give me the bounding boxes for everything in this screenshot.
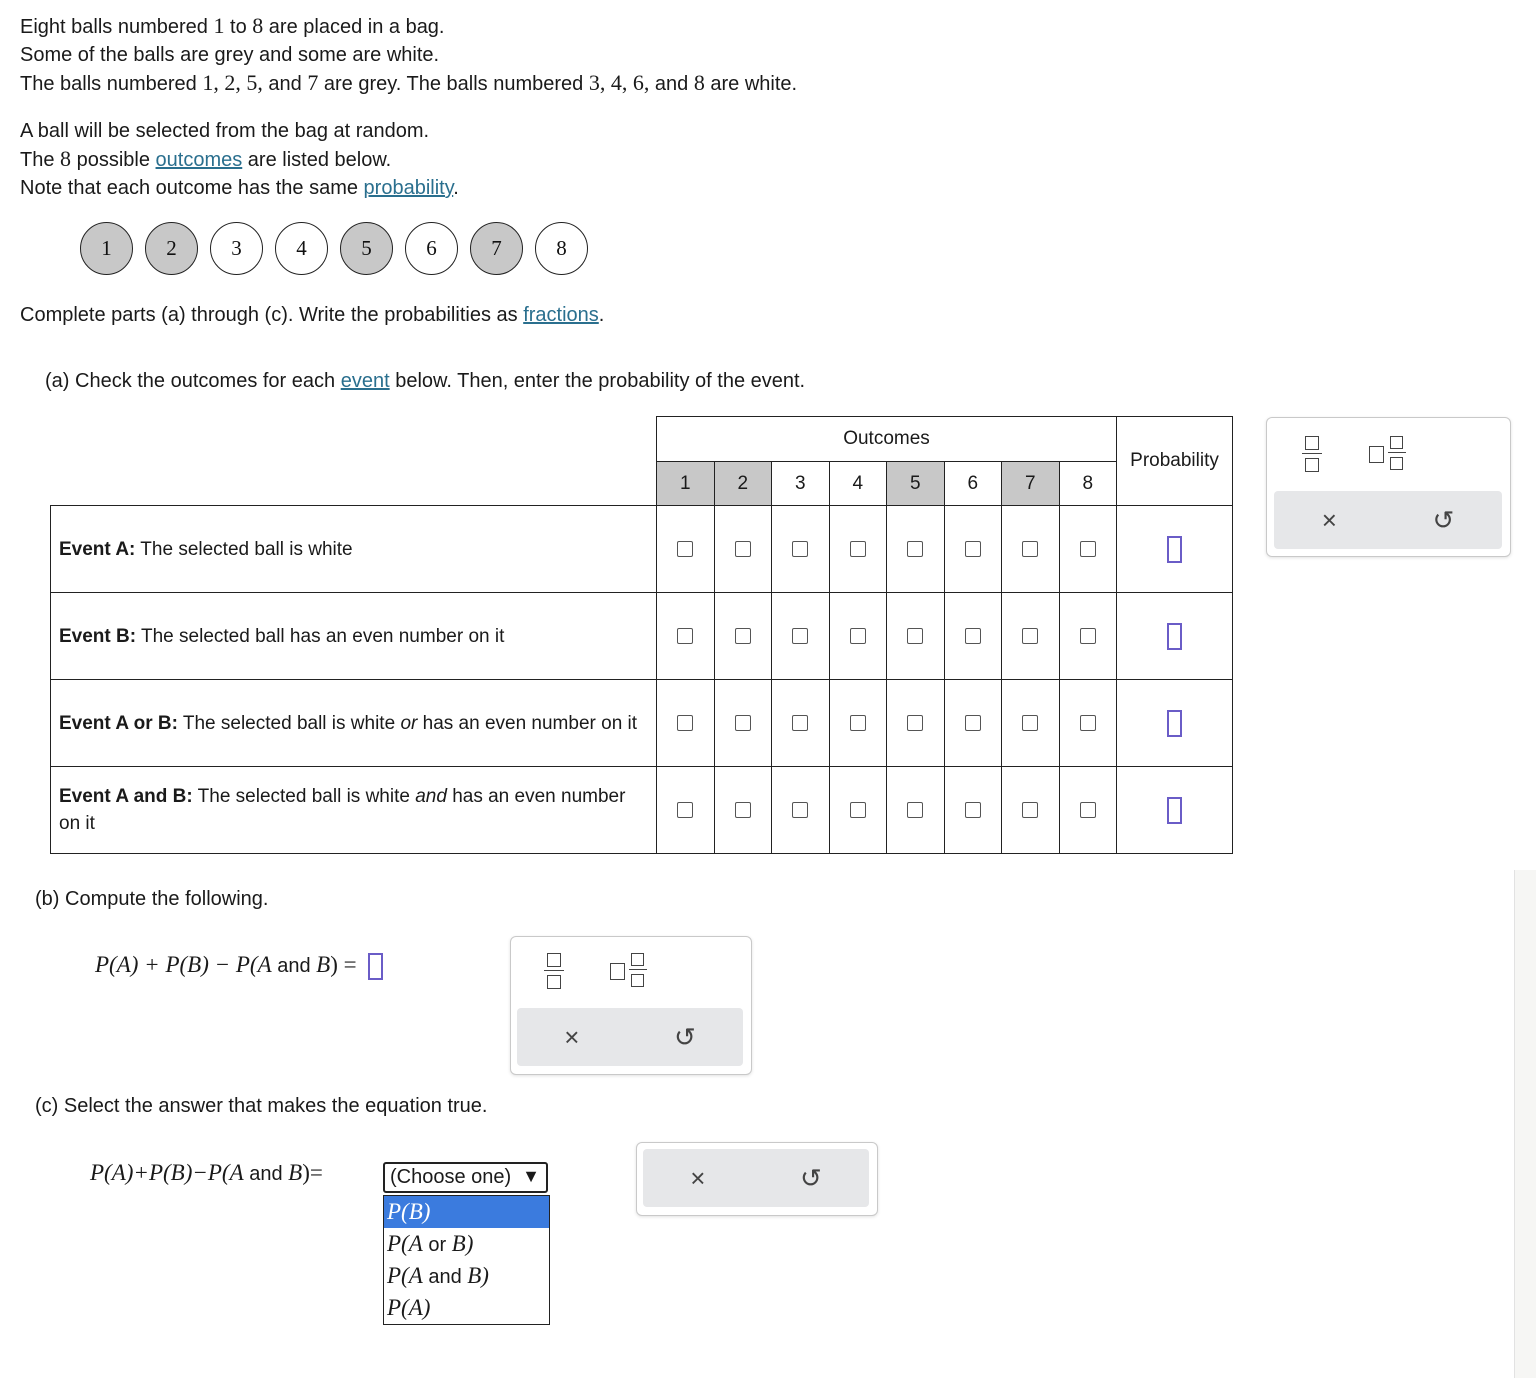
column-header-4: 4 bbox=[829, 462, 887, 506]
undo-icon[interactable]: ↺ bbox=[673, 1021, 696, 1052]
event-a-and-b-checkbox-4[interactable] bbox=[850, 802, 866, 818]
intro-line-6: Note that each outcome has the same probability. bbox=[20, 177, 459, 199]
event-b-checkbox-2[interactable] bbox=[735, 628, 751, 644]
event-a-checkbox-5[interactable] bbox=[907, 541, 923, 557]
column-header-3: 3 bbox=[772, 462, 830, 506]
event-a-checkbox-2[interactable] bbox=[735, 541, 751, 557]
outcomes-header: Outcomes bbox=[657, 417, 1117, 462]
event-b-checkbox-5[interactable] bbox=[907, 628, 923, 644]
event-a-and-b-checkbox-1[interactable] bbox=[677, 802, 693, 818]
clear-icon[interactable]: × bbox=[564, 1021, 580, 1052]
intro-line-3: The balls numbered 1, 2, 5, and 7 are grey. The balls numbered 3, 4, 6, and 8 are white. bbox=[20, 70, 798, 95]
intro-line-4: A ball will be selected from the bag at random. bbox=[20, 120, 430, 142]
ball-4: 4 bbox=[275, 222, 328, 275]
outcomes-link[interactable]: outcomes bbox=[155, 149, 243, 171]
event-b-checkbox-6[interactable] bbox=[965, 628, 981, 644]
event-a-checkbox-4[interactable] bbox=[850, 541, 866, 557]
probability-link[interactable]: probability bbox=[363, 177, 454, 199]
fractions-link[interactable]: fractions bbox=[523, 304, 599, 326]
math-toolbar-c bbox=[636, 1142, 878, 1216]
ball-3: 3 bbox=[210, 222, 263, 275]
fraction-icon[interactable] bbox=[544, 953, 564, 993]
event-a-or-b-checkbox-7[interactable] bbox=[1022, 715, 1038, 731]
ball-7: 7 bbox=[470, 222, 523, 275]
event-a-or-b-checkbox-2[interactable] bbox=[735, 715, 751, 731]
event-a-and-b-description: Event A and B: The selected ball is white and has an even number on it bbox=[51, 767, 657, 854]
column-header-1: 1 bbox=[657, 462, 715, 506]
option-p-a-and-b[interactable]: P(A and B) bbox=[387, 1263, 489, 1288]
event-a-checkbox-1[interactable] bbox=[677, 541, 693, 557]
ball-6: 6 bbox=[405, 222, 458, 275]
event-b-checkbox-8[interactable] bbox=[1080, 628, 1096, 644]
part-a-prompt: (a) Check the outcomes for each event below. Then, enter the probability of the event. bbox=[45, 370, 806, 392]
undo-icon[interactable]: ↺ bbox=[1432, 504, 1455, 535]
event-a-checkbox-8[interactable] bbox=[1080, 541, 1096, 557]
ball-5: 5 bbox=[340, 222, 393, 275]
outcomes-table bbox=[50, 416, 1233, 854]
table-row-event-b bbox=[51, 593, 1233, 680]
event-b-checkbox-3[interactable] bbox=[792, 628, 808, 644]
event-b-checkbox-7[interactable] bbox=[1022, 628, 1038, 644]
event-b-description: Event B: The selected ball has an even number on it bbox=[51, 593, 657, 680]
page-right-edge bbox=[1514, 870, 1536, 1378]
problem-intro bbox=[20, 12, 797, 202]
column-header-7: 7 bbox=[1002, 462, 1060, 506]
event-a-and-b-checkbox-5[interactable] bbox=[907, 802, 923, 818]
event-a-checkbox-7[interactable] bbox=[1022, 541, 1038, 557]
undo-icon[interactable]: ↺ bbox=[799, 1162, 822, 1193]
ball-2: 2 bbox=[145, 222, 198, 275]
column-header-2: 2 bbox=[714, 462, 772, 506]
table-blank-corner bbox=[51, 417, 657, 506]
ball-row bbox=[80, 222, 588, 275]
toolbar-actions-c bbox=[643, 1149, 869, 1207]
event-a-and-b-probability-input[interactable] bbox=[1167, 797, 1182, 824]
ball-8: 8 bbox=[535, 222, 588, 275]
part-b-prompt: (b) Compute the following. bbox=[35, 888, 269, 910]
event-link[interactable]: event bbox=[340, 370, 390, 392]
event-a-or-b-checkbox-5[interactable] bbox=[907, 715, 923, 731]
option-p-a[interactable]: P(A) bbox=[387, 1295, 431, 1320]
part-b-answer-input[interactable] bbox=[368, 953, 383, 980]
column-header-5: 5 bbox=[887, 462, 945, 506]
math-toolbar-a bbox=[1266, 417, 1511, 557]
event-a-or-b-checkbox-8[interactable] bbox=[1080, 715, 1096, 731]
event-a-and-b-checkbox-8[interactable] bbox=[1080, 802, 1096, 818]
column-header-8: 8 bbox=[1059, 462, 1117, 506]
event-a-or-b-checkbox-6[interactable] bbox=[965, 715, 981, 731]
event-a-or-b-probability-input[interactable] bbox=[1167, 710, 1182, 737]
event-b-checkbox-1[interactable] bbox=[677, 628, 693, 644]
table-row-event-a bbox=[51, 506, 1233, 593]
clear-icon[interactable]: × bbox=[690, 1162, 706, 1193]
event-b-probability-input[interactable] bbox=[1167, 623, 1182, 650]
event-a-or-b-description: Event A or B: The selected ball is white or has an even number on it bbox=[51, 680, 657, 767]
toolbar-actions-a bbox=[1274, 491, 1502, 549]
clear-icon[interactable]: × bbox=[1321, 504, 1337, 535]
event-b-checkbox-4[interactable] bbox=[850, 628, 866, 644]
event-a-checkbox-6[interactable] bbox=[965, 541, 981, 557]
table-row-event-a-or-b bbox=[51, 680, 1233, 767]
event-a-and-b-checkbox-2[interactable] bbox=[735, 802, 751, 818]
part-c-equation: P(A)+P(B)−P(A and B)= bbox=[90, 1160, 323, 1185]
probability-header: Probability bbox=[1117, 417, 1233, 506]
event-a-or-b-checkbox-3[interactable] bbox=[792, 715, 808, 731]
event-a-probability-input[interactable] bbox=[1167, 536, 1182, 563]
event-a-description: Event A: The selected ball is white bbox=[51, 506, 657, 593]
event-a-and-b-checkbox-6[interactable] bbox=[965, 802, 981, 818]
option-p-a-or-b[interactable]: P(A or B) bbox=[387, 1231, 474, 1256]
event-a-and-b-checkbox-3[interactable] bbox=[792, 802, 808, 818]
event-a-and-b-checkbox-7[interactable] bbox=[1022, 802, 1038, 818]
part-c-prompt: (c) Select the answer that makes the equation true. bbox=[35, 1095, 488, 1117]
mixed-number-icon[interactable] bbox=[610, 953, 650, 993]
toolbar-actions-b bbox=[517, 1008, 743, 1066]
mixed-number-icon[interactable] bbox=[1369, 436, 1409, 476]
dropdown-arrow-icon: ▼ bbox=[522, 1166, 540, 1186]
table-row-event-a-and-b bbox=[51, 767, 1233, 854]
option-p-b[interactable]: P(B) bbox=[384, 1196, 549, 1228]
part-b-equation: P(A) + P(B) − P(A and B) = bbox=[95, 952, 383, 980]
part-c-select[interactable] bbox=[383, 1162, 548, 1193]
select-value: (Choose one) bbox=[390, 1166, 512, 1188]
math-toolbar-b bbox=[510, 936, 752, 1075]
part-c-options-list bbox=[383, 1195, 550, 1325]
instructions: Complete parts (a) through (c). Write the probabilities as fractions. bbox=[20, 304, 605, 326]
intro-line-1: Eight balls numbered 1 to 8 are placed in a bag. bbox=[20, 13, 445, 38]
intro-line-5: The 8 possible outcomes are listed below. bbox=[20, 146, 392, 171]
event-a-or-b-checkbox-1[interactable] bbox=[677, 715, 693, 731]
fraction-icon[interactable] bbox=[1302, 436, 1322, 476]
event-a-checkbox-3[interactable] bbox=[792, 541, 808, 557]
event-a-or-b-checkbox-4[interactable] bbox=[850, 715, 866, 731]
column-header-6: 6 bbox=[944, 462, 1002, 506]
intro-line-2: Some of the balls are grey and some are white. bbox=[20, 44, 440, 66]
ball-1: 1 bbox=[80, 222, 133, 275]
